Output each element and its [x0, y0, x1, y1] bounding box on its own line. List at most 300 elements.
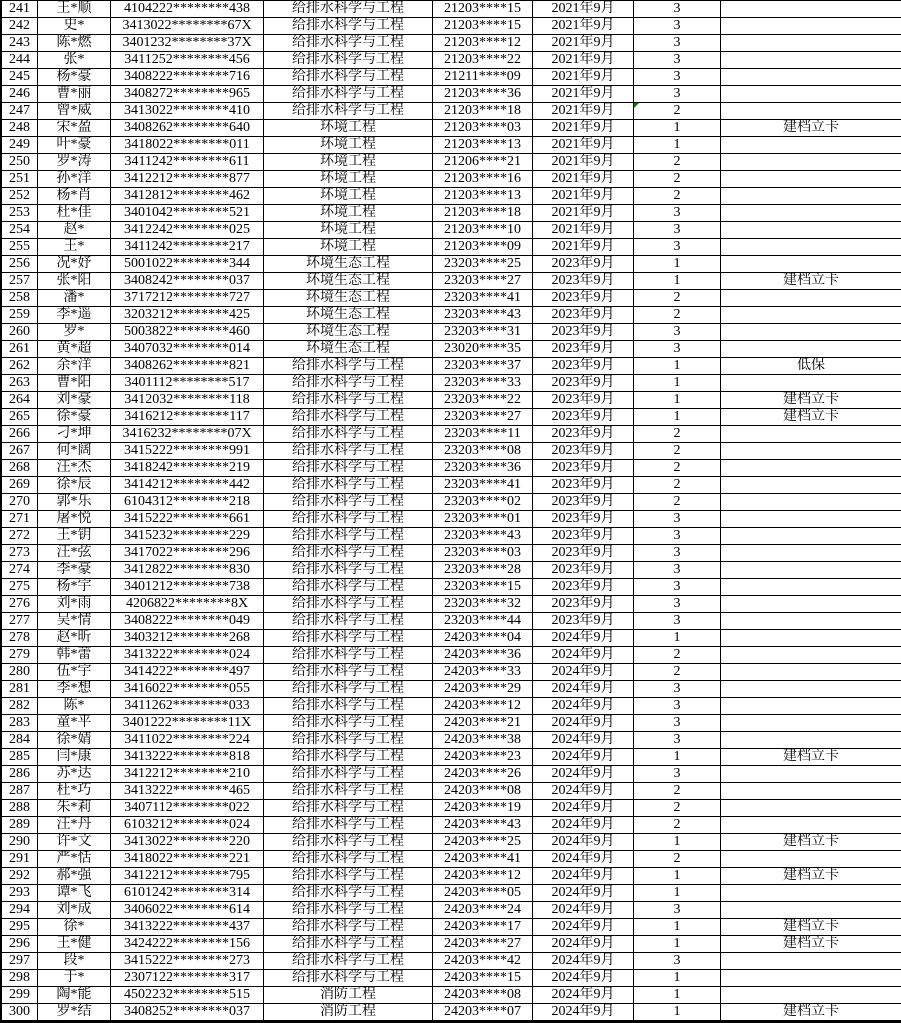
cell-index[interactable]: 275	[2, 579, 38, 596]
cell-major[interactable]: 给排水科学与工程	[264, 732, 433, 749]
cell-major[interactable]: 消防工程	[264, 1004, 433, 1022]
cell-student_no[interactable]: 24203****25	[433, 834, 533, 851]
cell-major[interactable]: 给排水科学与工程	[264, 358, 433, 375]
cell-index[interactable]: 272	[2, 528, 38, 545]
cell-status[interactable]	[721, 766, 901, 783]
cell-id_number[interactable]: 3408252********037	[111, 1004, 264, 1022]
cell-major[interactable]: 环境生态工程	[264, 307, 433, 324]
cell-id_number[interactable]: 3424222********156	[111, 936, 264, 953]
cell-enroll_date[interactable]: 2024年9月	[533, 749, 634, 766]
cell-index[interactable]: 241	[2, 1, 38, 18]
cell-enroll_date[interactable]: 2021年9月	[533, 103, 634, 120]
cell-id_number[interactable]: 3413222********024	[111, 647, 264, 664]
cell-index[interactable]: 268	[2, 460, 38, 477]
cell-enroll_date[interactable]: 2024年9月	[533, 766, 634, 783]
cell-grade[interactable]: 1	[634, 919, 721, 936]
cell-index[interactable]: 242	[2, 18, 38, 35]
cell-student_no[interactable]: 24203****19	[433, 800, 533, 817]
cell-id_number[interactable]: 3401212********738	[111, 579, 264, 596]
cell-status[interactable]: 建档立卡	[721, 392, 901, 409]
cell-enroll_date[interactable]: 2024年9月	[533, 1004, 634, 1022]
cell-status[interactable]	[721, 1, 901, 18]
cell-id_number[interactable]: 3401232********37X	[111, 35, 264, 52]
cell-enroll_date[interactable]: 2024年9月	[533, 987, 634, 1004]
cell-status[interactable]	[721, 732, 901, 749]
cell-status[interactable]	[721, 137, 901, 154]
cell-enroll_date[interactable]: 2024年9月	[533, 902, 634, 919]
cell-status[interactable]	[721, 69, 901, 86]
cell-major[interactable]: 给排水科学与工程	[264, 766, 433, 783]
cell-status[interactable]	[721, 528, 901, 545]
cell-student_no[interactable]: 24203****42	[433, 953, 533, 970]
cell-status[interactable]	[721, 205, 901, 222]
cell-student_no[interactable]: 21203****03	[433, 120, 533, 137]
cell-id_number[interactable]: 3408262********821	[111, 358, 264, 375]
cell-status[interactable]	[721, 443, 901, 460]
cell-enroll_date[interactable]: 2023年9月	[533, 426, 634, 443]
cell-student_no[interactable]: 23203****02	[433, 494, 533, 511]
cell-name[interactable]: 苏*达	[38, 766, 111, 783]
cell-index[interactable]: 243	[2, 35, 38, 52]
cell-enroll_date[interactable]: 2023年9月	[533, 562, 634, 579]
cell-grade[interactable]: 3	[634, 239, 721, 256]
cell-name[interactable]: 许*文	[38, 834, 111, 851]
cell-student_no[interactable]: 24203****43	[433, 817, 533, 834]
cell-name[interactable]: 刁*坤	[38, 426, 111, 443]
cell-major[interactable]: 给排水科学与工程	[264, 647, 433, 664]
cell-major[interactable]: 环境生态工程	[264, 324, 433, 341]
cell-enroll_date[interactable]: 2024年9月	[533, 919, 634, 936]
cell-index[interactable]: 290	[2, 834, 38, 851]
cell-id_number[interactable]: 3412242********025	[111, 222, 264, 239]
cell-index[interactable]: 266	[2, 426, 38, 443]
cell-student_no[interactable]: 24203****04	[433, 630, 533, 647]
cell-enroll_date[interactable]: 2024年9月	[533, 681, 634, 698]
cell-major[interactable]: 给排水科学与工程	[264, 511, 433, 528]
cell-enroll_date[interactable]: 2021年9月	[533, 52, 634, 69]
cell-status[interactable]: 建档立卡	[721, 1004, 901, 1022]
cell-student_no[interactable]: 23203****41	[433, 290, 533, 307]
cell-index[interactable]: 287	[2, 783, 38, 800]
cell-id_number[interactable]: 3412812********462	[111, 188, 264, 205]
cell-name[interactable]: 叶*豪	[38, 137, 111, 154]
cell-student_no[interactable]: 21203****13	[433, 137, 533, 154]
cell-student_no[interactable]: 23020****35	[433, 341, 533, 358]
cell-major[interactable]: 给排水科学与工程	[264, 902, 433, 919]
cell-id_number[interactable]: 3415222********661	[111, 511, 264, 528]
cell-student_no[interactable]: 21203****10	[433, 222, 533, 239]
cell-id_number[interactable]: 3413022********410	[111, 103, 264, 120]
cell-major[interactable]: 给排水科学与工程	[264, 817, 433, 834]
cell-name[interactable]: 朱*莉	[38, 800, 111, 817]
cell-status[interactable]	[721, 460, 901, 477]
cell-major[interactable]: 给排水科学与工程	[264, 426, 433, 443]
cell-name[interactable]: 童*平	[38, 715, 111, 732]
cell-status[interactable]	[721, 290, 901, 307]
cell-grade[interactable]: 2	[634, 103, 721, 120]
cell-index[interactable]: 260	[2, 324, 38, 341]
cell-name[interactable]: 吴*情	[38, 613, 111, 630]
cell-grade[interactable]: 2	[634, 494, 721, 511]
cell-enroll_date[interactable]: 2023年9月	[533, 324, 634, 341]
cell-major[interactable]: 环境工程	[264, 171, 433, 188]
cell-status[interactable]: 建档立卡	[721, 749, 901, 766]
cell-enroll_date[interactable]: 2023年9月	[533, 511, 634, 528]
cell-index[interactable]: 273	[2, 545, 38, 562]
cell-id_number[interactable]: 3406022********614	[111, 902, 264, 919]
cell-index[interactable]: 263	[2, 375, 38, 392]
cell-student_no[interactable]: 23203****27	[433, 409, 533, 426]
cell-grade[interactable]: 2	[634, 817, 721, 834]
cell-student_no[interactable]: 21203****22	[433, 52, 533, 69]
cell-grade[interactable]: 3	[634, 953, 721, 970]
cell-id_number[interactable]: 4104222********438	[111, 1, 264, 18]
cell-name[interactable]: 王*健	[38, 936, 111, 953]
cell-status[interactable]	[721, 188, 901, 205]
cell-name[interactable]: 李*遥	[38, 307, 111, 324]
cell-enroll_date[interactable]: 2021年9月	[533, 222, 634, 239]
cell-name[interactable]: 张*	[38, 52, 111, 69]
cell-grade[interactable]: 2	[634, 647, 721, 664]
cell-enroll_date[interactable]: 2023年9月	[533, 613, 634, 630]
cell-name[interactable]: 杜*佳	[38, 205, 111, 222]
cell-id_number[interactable]: 3203212********425	[111, 307, 264, 324]
cell-major[interactable]: 环境工程	[264, 137, 433, 154]
cell-grade[interactable]: 3	[634, 613, 721, 630]
cell-status[interactable]	[721, 613, 901, 630]
cell-index[interactable]: 284	[2, 732, 38, 749]
cell-enroll_date[interactable]: 2024年9月	[533, 851, 634, 868]
cell-name[interactable]: 杜*巧	[38, 783, 111, 800]
cell-enroll_date[interactable]: 2024年9月	[533, 970, 634, 987]
cell-student_no[interactable]: 23203****25	[433, 256, 533, 273]
cell-major[interactable]: 环境工程	[264, 188, 433, 205]
cell-student_no[interactable]: 24203****36	[433, 647, 533, 664]
cell-major[interactable]: 给排水科学与工程	[264, 460, 433, 477]
cell-name[interactable]: 陈*	[38, 698, 111, 715]
cell-enroll_date[interactable]: 2021年9月	[533, 154, 634, 171]
cell-grade[interactable]: 2	[634, 290, 721, 307]
cell-index[interactable]: 247	[2, 103, 38, 120]
cell-status[interactable]	[721, 222, 901, 239]
cell-grade[interactable]: 3	[634, 1, 721, 18]
cell-id_number[interactable]: 3401112********517	[111, 375, 264, 392]
cell-enroll_date[interactable]: 2021年9月	[533, 86, 634, 103]
cell-index[interactable]: 297	[2, 953, 38, 970]
cell-student_no[interactable]: 23203****32	[433, 596, 533, 613]
cell-major[interactable]: 给排水科学与工程	[264, 664, 433, 681]
cell-status[interactable]	[721, 851, 901, 868]
cell-grade[interactable]: 1	[634, 273, 721, 290]
cell-major[interactable]: 给排水科学与工程	[264, 494, 433, 511]
cell-major[interactable]: 给排水科学与工程	[264, 613, 433, 630]
cell-student_no[interactable]: 24203****07	[433, 1004, 533, 1022]
cell-status[interactable]	[721, 970, 901, 987]
cell-status[interactable]: 建档立卡	[721, 868, 901, 885]
cell-grade[interactable]: 3	[634, 562, 721, 579]
cell-student_no[interactable]: 24203****23	[433, 749, 533, 766]
cell-id_number[interactable]: 6101242********314	[111, 885, 264, 902]
cell-name[interactable]: 严*恬	[38, 851, 111, 868]
cell-name[interactable]: 王*	[38, 239, 111, 256]
cell-index[interactable]: 296	[2, 936, 38, 953]
cell-id_number[interactable]: 2307122********317	[111, 970, 264, 987]
cell-enroll_date[interactable]: 2024年9月	[533, 834, 634, 851]
cell-major[interactable]: 给排水科学与工程	[264, 35, 433, 52]
cell-status[interactable]	[721, 341, 901, 358]
cell-index[interactable]: 271	[2, 511, 38, 528]
cell-enroll_date[interactable]: 2023年9月	[533, 579, 634, 596]
cell-enroll_date[interactable]: 2023年9月	[533, 494, 634, 511]
cell-id_number[interactable]: 3415222********273	[111, 953, 264, 970]
cell-name[interactable]: 杨*宇	[38, 579, 111, 596]
cell-id_number[interactable]: 3411242********611	[111, 154, 264, 171]
cell-grade[interactable]: 2	[634, 426, 721, 443]
cell-status[interactable]	[721, 494, 901, 511]
cell-id_number[interactable]: 3408222********049	[111, 613, 264, 630]
cell-grade[interactable]: 2	[634, 171, 721, 188]
cell-id_number[interactable]: 3717212********727	[111, 290, 264, 307]
cell-major[interactable]: 给排水科学与工程	[264, 800, 433, 817]
cell-id_number[interactable]: 3413222********437	[111, 919, 264, 936]
cell-name[interactable]: 李*豪	[38, 562, 111, 579]
cell-grade[interactable]: 3	[634, 698, 721, 715]
cell-name[interactable]: 李*想	[38, 681, 111, 698]
cell-major[interactable]: 给排水科学与工程	[264, 868, 433, 885]
cell-student_no[interactable]: 23203****01	[433, 511, 533, 528]
cell-enroll_date[interactable]: 2021年9月	[533, 18, 634, 35]
cell-index[interactable]: 283	[2, 715, 38, 732]
cell-major[interactable]: 给排水科学与工程	[264, 970, 433, 987]
cell-id_number[interactable]: 3418022********011	[111, 137, 264, 154]
cell-enroll_date[interactable]: 2021年9月	[533, 69, 634, 86]
cell-name[interactable]: 黄*超	[38, 341, 111, 358]
cell-status[interactable]	[721, 647, 901, 664]
cell-name[interactable]: 段*	[38, 953, 111, 970]
cell-id_number[interactable]: 3411262********033	[111, 698, 264, 715]
cell-enroll_date[interactable]: 2023年9月	[533, 307, 634, 324]
cell-student_no[interactable]: 21203****18	[433, 205, 533, 222]
cell-major[interactable]: 环境工程	[264, 239, 433, 256]
cell-id_number[interactable]: 3416232********07X	[111, 426, 264, 443]
cell-status[interactable]	[721, 545, 901, 562]
cell-student_no[interactable]: 24203****33	[433, 664, 533, 681]
cell-major[interactable]: 给排水科学与工程	[264, 749, 433, 766]
cell-grade[interactable]: 3	[634, 222, 721, 239]
cell-grade[interactable]: 3	[634, 52, 721, 69]
cell-major[interactable]: 给排水科学与工程	[264, 596, 433, 613]
cell-name[interactable]: 罗*结	[38, 1004, 111, 1022]
cell-grade[interactable]: 3	[634, 511, 721, 528]
cell-grade[interactable]: 2	[634, 783, 721, 800]
cell-id_number[interactable]: 3411252********456	[111, 52, 264, 69]
cell-name[interactable]: 陈*燃	[38, 35, 111, 52]
cell-id_number[interactable]: 3408272********965	[111, 86, 264, 103]
cell-major[interactable]: 给排水科学与工程	[264, 528, 433, 545]
cell-status[interactable]	[721, 35, 901, 52]
cell-major[interactable]: 给排水科学与工程	[264, 834, 433, 851]
cell-student_no[interactable]: 24203****38	[433, 732, 533, 749]
cell-student_no[interactable]: 24203****26	[433, 766, 533, 783]
cell-id_number[interactable]: 6103212********024	[111, 817, 264, 834]
cell-id_number[interactable]: 3413022********67X	[111, 18, 264, 35]
cell-major[interactable]: 给排水科学与工程	[264, 681, 433, 698]
cell-index[interactable]: 262	[2, 358, 38, 375]
cell-status[interactable]	[721, 596, 901, 613]
cell-name[interactable]: 杨*豪	[38, 69, 111, 86]
cell-id_number[interactable]: 3412212********210	[111, 766, 264, 783]
cell-grade[interactable]: 1	[634, 358, 721, 375]
cell-id_number[interactable]: 3407032********014	[111, 341, 264, 358]
cell-major[interactable]: 环境工程	[264, 205, 433, 222]
cell-grade[interactable]: 1	[634, 885, 721, 902]
cell-index[interactable]: 279	[2, 647, 38, 664]
cell-index[interactable]: 258	[2, 290, 38, 307]
cell-name[interactable]: 汪*弦	[38, 545, 111, 562]
cell-id_number[interactable]: 3413222********465	[111, 783, 264, 800]
cell-name[interactable]: 韩*蕾	[38, 647, 111, 664]
cell-enroll_date[interactable]: 2024年9月	[533, 698, 634, 715]
cell-status[interactable]: 建档立卡	[721, 273, 901, 290]
cell-grade[interactable]: 1	[634, 256, 721, 273]
cell-index[interactable]: 267	[2, 443, 38, 460]
cell-name[interactable]: 刘*雨	[38, 596, 111, 613]
cell-id_number[interactable]: 4206822********8X	[111, 596, 264, 613]
cell-grade[interactable]: 3	[634, 528, 721, 545]
cell-student_no[interactable]: 23203****43	[433, 528, 533, 545]
cell-status[interactable]	[721, 783, 901, 800]
cell-enroll_date[interactable]: 2024年9月	[533, 953, 634, 970]
cell-status[interactable]: 低保	[721, 358, 901, 375]
cell-name[interactable]: 徐*	[38, 919, 111, 936]
cell-name[interactable]: 陶*能	[38, 987, 111, 1004]
cell-status[interactable]: 建档立卡	[721, 120, 901, 137]
cell-status[interactable]	[721, 715, 901, 732]
cell-name[interactable]: 宋*盈	[38, 120, 111, 137]
cell-id_number[interactable]: 3412822********830	[111, 562, 264, 579]
cell-index[interactable]: 276	[2, 596, 38, 613]
cell-status[interactable]	[721, 86, 901, 103]
cell-status[interactable]	[721, 307, 901, 324]
cell-id_number[interactable]: 3416022********055	[111, 681, 264, 698]
cell-id_number[interactable]: 5003822********460	[111, 324, 264, 341]
cell-student_no[interactable]: 23203****31	[433, 324, 533, 341]
cell-status[interactable]: 建档立卡	[721, 834, 901, 851]
cell-major[interactable]: 给排水科学与工程	[264, 953, 433, 970]
cell-grade[interactable]: 2	[634, 664, 721, 681]
cell-student_no[interactable]: 23203****33	[433, 375, 533, 392]
cell-enroll_date[interactable]: 2021年9月	[533, 120, 634, 137]
cell-major[interactable]: 给排水科学与工程	[264, 698, 433, 715]
cell-grade[interactable]: 3	[634, 18, 721, 35]
cell-status[interactable]	[721, 953, 901, 970]
cell-major[interactable]: 给排水科学与工程	[264, 409, 433, 426]
cell-index[interactable]: 252	[2, 188, 38, 205]
cell-grade[interactable]: 3	[634, 545, 721, 562]
cell-enroll_date[interactable]: 2023年9月	[533, 256, 634, 273]
cell-student_no[interactable]: 23203****37	[433, 358, 533, 375]
cell-name[interactable]: 谭*飞	[38, 885, 111, 902]
cell-major[interactable]: 给排水科学与工程	[264, 919, 433, 936]
cell-major[interactable]: 给排水科学与工程	[264, 477, 433, 494]
cell-status[interactable]	[721, 681, 901, 698]
cell-name[interactable]: 罗*涛	[38, 154, 111, 171]
cell-id_number[interactable]: 3408262********640	[111, 120, 264, 137]
cell-index[interactable]: 286	[2, 766, 38, 783]
cell-grade[interactable]: 3	[634, 579, 721, 596]
cell-enroll_date[interactable]: 2023年9月	[533, 290, 634, 307]
cell-enroll_date[interactable]: 2023年9月	[533, 273, 634, 290]
cell-grade[interactable]: 2	[634, 800, 721, 817]
cell-major[interactable]: 给排水科学与工程	[264, 52, 433, 69]
cell-name[interactable]: 王*顺	[38, 1, 111, 18]
cell-name[interactable]: 屠*悦	[38, 511, 111, 528]
cell-index[interactable]: 246	[2, 86, 38, 103]
cell-index[interactable]: 245	[2, 69, 38, 86]
cell-student_no[interactable]: 21203****15	[433, 18, 533, 35]
cell-grade[interactable]: 2	[634, 307, 721, 324]
cell-status[interactable]	[721, 239, 901, 256]
cell-name[interactable]: 曹*丽	[38, 86, 111, 103]
cell-id_number[interactable]: 3412212********877	[111, 171, 264, 188]
cell-id_number[interactable]: 5001022********344	[111, 256, 264, 273]
cell-major[interactable]: 环境工程	[264, 222, 433, 239]
cell-grade[interactable]: 1	[634, 749, 721, 766]
cell-student_no[interactable]: 24203****12	[433, 868, 533, 885]
cell-status[interactable]	[721, 426, 901, 443]
cell-major[interactable]: 消防工程	[264, 987, 433, 1004]
cell-name[interactable]: 赵*昕	[38, 630, 111, 647]
cell-id_number[interactable]: 3418242********219	[111, 460, 264, 477]
cell-major[interactable]: 给排水科学与工程	[264, 86, 433, 103]
cell-name[interactable]: 罗*	[38, 324, 111, 341]
cell-student_no[interactable]: 24203****08	[433, 987, 533, 1004]
cell-name[interactable]: 郭*乐	[38, 494, 111, 511]
cell-grade[interactable]: 3	[634, 681, 721, 698]
cell-id_number[interactable]: 3407112********022	[111, 800, 264, 817]
cell-grade[interactable]: 1	[634, 936, 721, 953]
cell-student_no[interactable]: 21203****15	[433, 1, 533, 18]
cell-id_number[interactable]: 3411242********217	[111, 239, 264, 256]
cell-grade[interactable]: 1	[634, 137, 721, 154]
cell-index[interactable]: 261	[2, 341, 38, 358]
cell-enroll_date[interactable]: 2024年9月	[533, 885, 634, 902]
cell-index[interactable]: 274	[2, 562, 38, 579]
cell-name[interactable]: 徐*婧	[38, 732, 111, 749]
cell-student_no[interactable]: 21203****09	[433, 239, 533, 256]
cell-grade[interactable]: 1	[634, 970, 721, 987]
cell-id_number[interactable]: 3411022********224	[111, 732, 264, 749]
cell-name[interactable]: 汪*杰	[38, 460, 111, 477]
cell-student_no[interactable]: 24203****21	[433, 715, 533, 732]
cell-enroll_date[interactable]: 2023年9月	[533, 545, 634, 562]
cell-index[interactable]: 270	[2, 494, 38, 511]
cell-id_number[interactable]: 3403212********268	[111, 630, 264, 647]
cell-grade[interactable]: 3	[634, 715, 721, 732]
cell-student_no[interactable]: 21203****13	[433, 188, 533, 205]
cell-student_no[interactable]: 23203****03	[433, 545, 533, 562]
cell-enroll_date[interactable]: 2023年9月	[533, 528, 634, 545]
cell-name[interactable]: 伍*宇	[38, 664, 111, 681]
cell-grade[interactable]: 1	[634, 409, 721, 426]
cell-index[interactable]: 289	[2, 817, 38, 834]
cell-student_no[interactable]: 24203****17	[433, 919, 533, 936]
cell-major[interactable]: 给排水科学与工程	[264, 1, 433, 18]
cell-student_no[interactable]: 24203****41	[433, 851, 533, 868]
cell-id_number[interactable]: 3415232********229	[111, 528, 264, 545]
cell-student_no[interactable]: 23203****27	[433, 273, 533, 290]
cell-name[interactable]: 赵*	[38, 222, 111, 239]
